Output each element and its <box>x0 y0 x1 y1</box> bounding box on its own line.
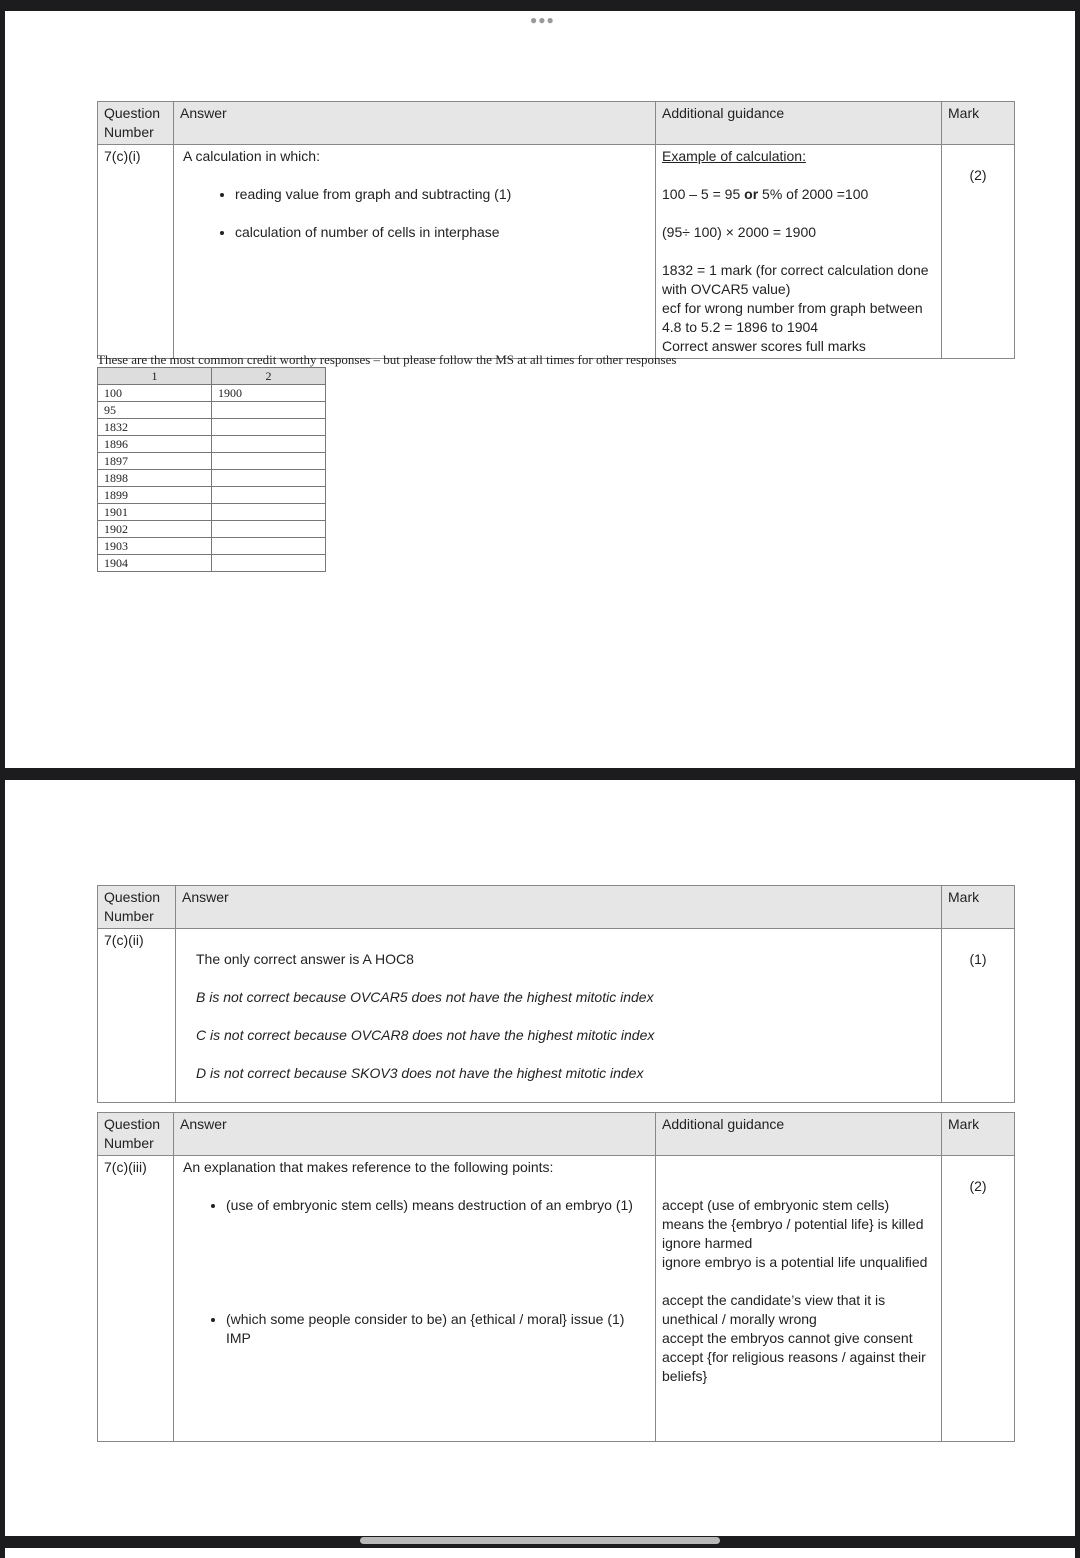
mark-text: (2) <box>969 167 987 183</box>
answer-cell <box>176 929 942 1103</box>
guidance-note: accept the candidate’s view that it is unethical / morally wrong <box>662 1292 886 1327</box>
header-mark: Mark <box>942 1113 1015 1156</box>
table-row <box>98 504 326 521</box>
table-cell: 1897 <box>98 453 212 470</box>
guidance-note: accept the embryos cannot give consent <box>662 1330 913 1346</box>
correct-answer: The only correct answer is A HOC8 <box>196 951 414 967</box>
table-row <box>98 538 326 555</box>
calc-or: or <box>744 186 759 202</box>
table-cell: 1900 <box>212 385 326 402</box>
answer-bullet: • (use of embryonic stem cells) means destruction of an embryo (1) <box>226 1196 649 1215</box>
answer-intro: A calculation in which: <box>183 148 320 164</box>
question-number: 7(c)(iii) <box>98 1156 174 1442</box>
table-cell: 1896 <box>98 436 212 453</box>
table-cell: 1899 <box>98 487 212 504</box>
header-answer: Answer <box>174 1113 656 1156</box>
table-row <box>98 521 326 538</box>
header-answer: Answer <box>174 102 656 145</box>
mark-scheme-table-7cii <box>97 885 1015 1103</box>
incorrect-reason: C is not correct because OVCAR8 does not have the highest mitotic index <box>196 1027 655 1043</box>
table-cell: 1902 <box>98 521 212 538</box>
document-page-1 <box>5 11 1075 768</box>
calc-part: 100 – 5 = 95 <box>662 186 745 202</box>
answer-bullet: • (which some people consider to be) an {ethical / moral} issue (1) IMP <box>226 1310 649 1348</box>
question-number: 7(c)(i) <box>98 145 174 359</box>
header-question-number: Question Number <box>98 1113 174 1156</box>
table-row <box>98 453 326 470</box>
mark-value <box>942 145 1015 359</box>
table-cell <box>212 453 326 470</box>
table-cell <box>212 470 326 487</box>
table-cell: 100 <box>98 385 212 402</box>
table-cell: 1898 <box>98 470 212 487</box>
answer-intro: An explanation that makes reference to the following points: <box>183 1159 554 1175</box>
mark-scheme-table-7ci <box>97 101 1015 359</box>
credit-note: These are the most common credit worthy responses – but please follow the MS at all times for other responses <box>97 352 677 367</box>
calculation-line-2: (95÷ 100) × 2000 = 1900 <box>662 224 817 240</box>
mark-text: (2) <box>969 1178 987 1194</box>
table-cell <box>212 504 326 521</box>
horizontal-scrollbar[interactable] <box>360 1537 720 1544</box>
more-options-icon[interactable]: ●●● <box>530 13 555 27</box>
table-row <box>98 470 326 487</box>
guidance-note: accept (use of embryonic stem cells) means the {embryo / potential life} is killed <box>662 1197 924 1232</box>
header-question-number: Question Number <box>98 102 174 145</box>
answer-bullet: • reading value from graph and subtracting (1) <box>235 185 649 204</box>
answer-bullet: • calculation of number of cells in interphase <box>235 223 649 242</box>
table-row <box>98 419 326 436</box>
table-cell <box>212 419 326 436</box>
mark-text: (1) <box>969 951 987 967</box>
answer-cell <box>174 145 656 359</box>
table-cell: 1901 <box>98 504 212 521</box>
mark-value <box>942 929 1015 1103</box>
document-page-3 <box>5 1548 1075 1558</box>
incorrect-reason: B is not correct because OVCAR5 does not have the highest mitotic index <box>196 989 654 1005</box>
table-cell <box>212 538 326 555</box>
table-cell <box>212 436 326 453</box>
header-mark: Mark <box>942 886 1015 929</box>
header-guidance: Additional guidance <box>656 1113 942 1156</box>
table-cell <box>212 402 326 419</box>
table-cell <box>212 487 326 504</box>
table-cell <box>212 521 326 538</box>
guidance-cell <box>656 1156 942 1442</box>
table-cell: 1904 <box>98 555 212 572</box>
guidance-note: ignore harmed <box>662 1235 753 1251</box>
question-number: 7(c)(ii) <box>98 929 176 1103</box>
header-question-number: Question Number <box>98 886 176 929</box>
table-cell: 1903 <box>98 538 212 555</box>
table-row <box>98 436 326 453</box>
guidance-title: Example of calculation: <box>662 148 806 164</box>
guidance-note: Correct answer scores full marks <box>662 338 866 354</box>
mark-scheme-table-7ciii <box>97 1112 1015 1442</box>
header-answer: Answer <box>176 886 942 929</box>
responses-table <box>97 367 326 572</box>
header-mark: Mark <box>942 102 1015 145</box>
table-row <box>98 487 326 504</box>
table-row <box>98 385 326 402</box>
table-cell <box>212 555 326 572</box>
column-header: 1 <box>98 368 212 385</box>
table-row <box>98 555 326 572</box>
table-row <box>98 402 326 419</box>
guidance-note: ignore embryo is a potential life unqualified <box>662 1254 928 1270</box>
table-cell: 1832 <box>98 419 212 436</box>
guidance-cell <box>656 145 942 359</box>
guidance-note: ecf for wrong number from graph between 4.8 to 5.2 = 1896 to 1904 <box>662 300 923 335</box>
answer-cell <box>174 1156 656 1442</box>
calc-part: 5% of 2000 =100 <box>758 186 869 202</box>
mark-value <box>942 1156 1015 1442</box>
document-page-2 <box>5 780 1075 1536</box>
guidance-note: accept {for religious reasons / against their beliefs} <box>662 1349 926 1384</box>
header-guidance: Additional guidance <box>656 102 942 145</box>
guidance-note: 1832 = 1 mark (for correct calculation done with OVCAR5 value) <box>662 262 929 297</box>
calculation-line-1 <box>662 185 935 204</box>
incorrect-reason: D is not correct because SKOV3 does not have the highest mitotic index <box>196 1065 644 1081</box>
table-cell: 95 <box>98 402 212 419</box>
column-header: 2 <box>212 368 326 385</box>
